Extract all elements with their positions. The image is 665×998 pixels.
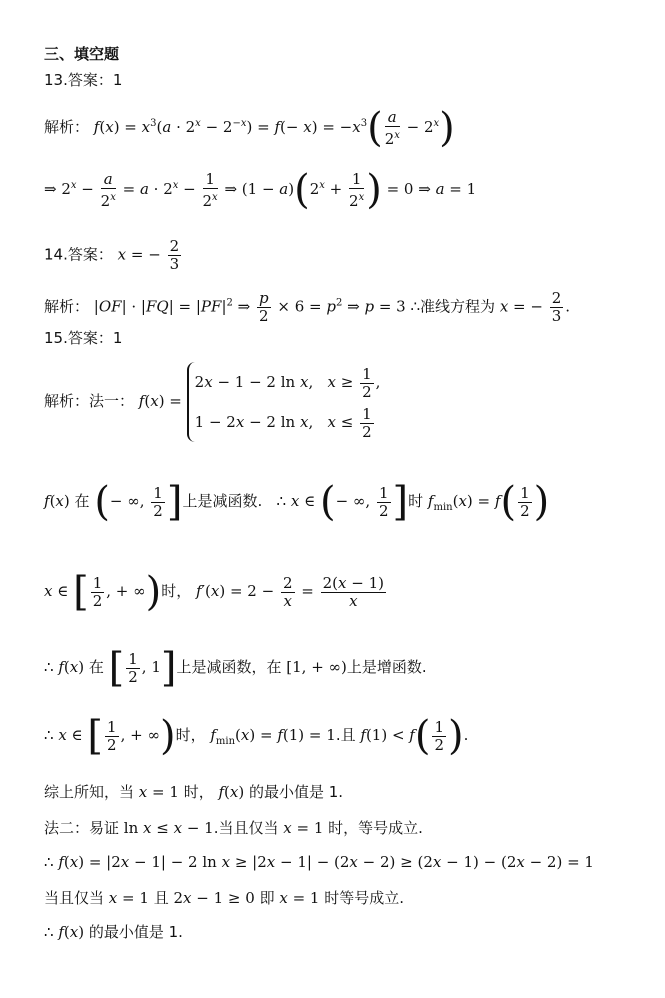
q15-shi-comma: 时， xyxy=(161,582,192,600)
q13-answer: 13.答案：1 xyxy=(44,71,123,89)
q15-summary-mid: 时， xyxy=(183,783,214,801)
q15-equality-mid: 且 xyxy=(153,889,169,907)
q15-dec-inc-a: 上是减函数，在 xyxy=(176,658,282,676)
q15-dec-inc-b: 上是增函数. xyxy=(346,658,427,676)
q15-and-text: .且 xyxy=(335,726,356,744)
q15-method1-label: 解析：法一： xyxy=(44,392,135,410)
q15-summary-text: 综上所知，当 xyxy=(44,783,135,801)
q15-equality-mid2: 即 xyxy=(259,889,275,907)
q15-method2: 法二：易证 ln x ≤ x − 1.当且仅当 x = 1 时，等号成立. xyxy=(44,819,423,837)
q15-shi-comma-2: 时， xyxy=(175,726,206,744)
q13-analysis-line1: 解析： $f(x) = x^3(a \cdot 2^x - 2^{-x}) = f(- x) = -x^3$( $\frac{a}{2^x}$ − $2^x$) xyxy=(44,105,455,151)
q15-method1-piecewise: 解析：法一： f(x) = 2x − 1 − 2 ln x, x ≥ $\frac{1}{2}$ , 1 − 2x − 2 ln x, x ≤ $\frac{1}{2}$ xyxy=(44,362,380,442)
q15-final-tail: 的最小值是 1. xyxy=(88,923,183,941)
q13-analysis-label: 解析： xyxy=(44,118,90,136)
q14-answer: 14.答案： x = − $\frac{2}{3}$ xyxy=(44,237,180,273)
q15-summary: 综上所知，当 x = 1 时， f(x) 的最小值是 1. xyxy=(44,783,344,801)
q15-equality-prefix: 当且仅当 xyxy=(44,889,105,907)
section-title: 三、填空题 xyxy=(44,45,120,63)
q15-summary-tail: 的最小值是 1. xyxy=(249,783,344,801)
q14-analysis-label: 解析： xyxy=(44,297,90,316)
q15-final: ∴ f(x) 的最小值是 1. xyxy=(44,923,183,941)
q15-decreasing-line: f(x) 在 (− ∞, $\frac{1}{2}$ ]上是减函数. ∴ x ∈ (− ∞, $\frac{1}{2}$ ]时 $f_{min}(x) = f$( $\frac{1}{2}$ ) xyxy=(44,479,550,525)
q14-analysis: 解析： $|OF| \cdot |FQ| = |PF|^2$ ⇒ $\frac{p}{2}$ × $6 = p^2$ ⇒ p = 3 ∴准线方程为 x = − $\frac{2}{3}$ . xyxy=(44,289,571,325)
q15-monotonic-line: ∴ f(x) 在 [ $\frac{1}{2}$ , 1]上是减函数，在 [1, + ∞)上是增函数. xyxy=(44,645,427,691)
q15-decreasing-text: 上是减函数. xyxy=(182,492,263,510)
q15-equality-tail: 时等号成立. xyxy=(324,889,405,907)
q15-min-line: ∴ x ∈ [ $\frac{1}{2}$ , + ∞)时， $f_{min}(x) = f(1) = 1$.且 f(1) < f( $\frac{1}{2}$ ). xyxy=(44,713,469,759)
q15-then-text: 时 xyxy=(408,492,424,510)
q15-method2-tail: .当且仅当 xyxy=(213,819,279,837)
q14-answer-label: 14.答案： xyxy=(44,245,113,264)
q15-derivative-line: x ∈ [ $\frac{1}{2}$ , + ∞)时， f′(x) = 2 − $\frac{2}{x}$ = $\frac{2(x - 1)}{x}$ xyxy=(44,569,384,615)
q13-analysis-line2: ⇒ $2^x$ − $\frac{a}{2^x}$ = $a \cdot 2^x$ − $\frac{1}{2^x}$ ⇒ $(1 - a)(2^x$ + $\frac{1}{2^x}$ ) = 0 ⇒ a = 1 xyxy=(44,167,477,213)
q15-answer: 15.答案：1 xyxy=(44,329,123,347)
q15-method2-inequality: ∴ f(x) = |2x − 1| − 2 ln x ≥ |2x − 1| − (2x − 2) ≥ (2x − 1) − (2x − 2) = 1 xyxy=(44,853,594,871)
q15-method2-prefix: 法二：易证 xyxy=(44,819,120,837)
q15-method2-tail2: 时，等号成立. xyxy=(328,819,423,837)
q14-directrix-text: ∴准线方程为 xyxy=(410,297,496,316)
q15-equality-condition: 当且仅当 x = 1 且 2x − 1 ≥ 0 即 x = 1 时等号成立. xyxy=(44,889,405,907)
